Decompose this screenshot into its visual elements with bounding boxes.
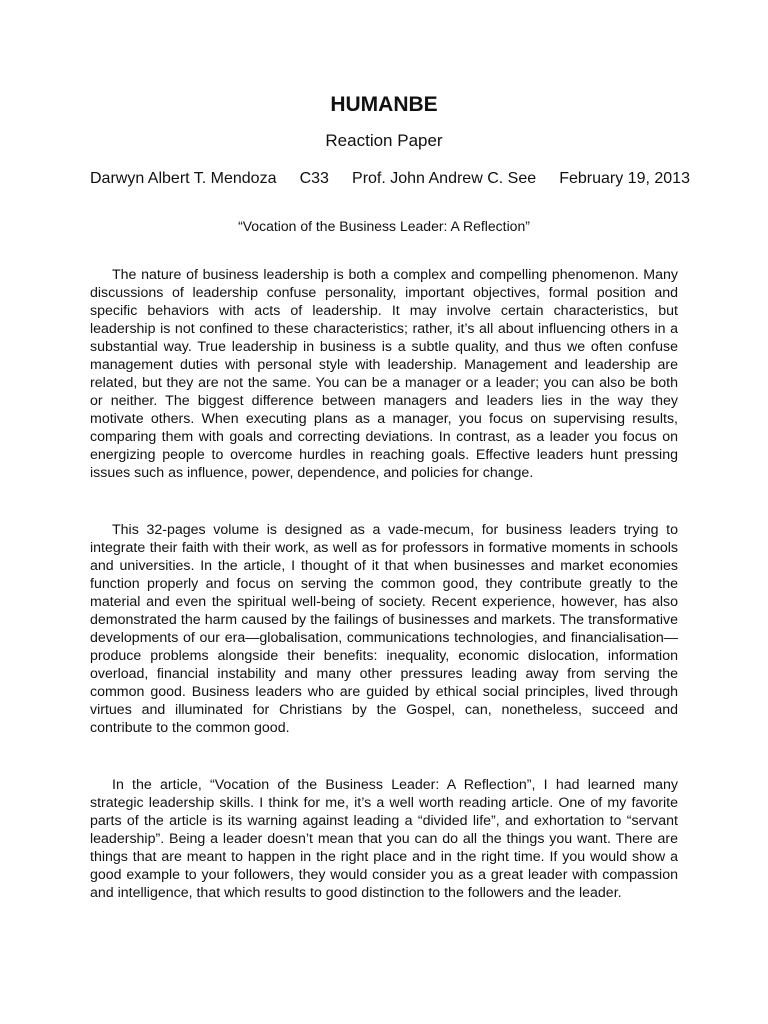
paper-type: Reaction Paper — [325, 131, 443, 150]
paper-date: February 19, 2013 — [559, 170, 690, 187]
paragraph: The nature of business leadership is both a complex and compelling phenomenon. Many discussions of leadership confuse personality, important objectives, formal position and specific behaviors with acts of leadership. It may involve certain characteristics, but leadership is not confined to these characteristics; rather, it’s all about influencing others in a substantial way. True leadership in business is a subtle quality, and thus we often confuse management duties with personal style with leadership. Management and leadership are related, but they are not the same. You can be a manager or a leader; you can also be both or neither. The biggest difference between managers and leaders lies in the way they motivate others. When executing plans as a manager, you focus on supervising results, comparing them with goals and correcting deviations. In contrast, as a leader you focus on energizing people to overcome hurdles in reaching goals. Effective leaders hunt pressing issues such as influence, power, dependence, and policies for change. — [90, 267, 678, 481]
course-title: HUMANBE — [330, 93, 438, 116]
article-title: “Vocation of the Business Leader: A Reflection” — [238, 218, 530, 234]
paragraph: This 32-pages volume is designed as a vade-mecum, for business leaders trying to integrate their faith with their work, as well as for professors in formative moments in schools and universities. In the article, I thought of it that when businesses and market economies function properly and focus on serving the common good, they contribute greatly to the material and even the spiritual well-being of society. Recent experience, however, has also demonstrated the harm caused by the failings of businesses and markets. The transformative developments of our era—globalisation, communications technologies, and financialisation—produce problems alongside their benefits: inequality, economic dislocation, information overload, financial instability and many other pressures leading away from serving the common good. Business leaders who are guided by ethical social principles, lived through virtues and illuminated for Christians by the Gospel, can, nonetheless, succeed and contribute to the common good. — [90, 522, 678, 736]
section-code: C33 — [299, 170, 329, 187]
author-name: Darwyn Albert T. Mendoza — [90, 170, 277, 187]
byline — [90, 168, 690, 190]
professor-name: Prof. John Andrew C. See — [352, 170, 537, 187]
paragraph: In the article, “Vocation of the Business Leader: A Reflection”, I had learned many strategic leadership skills. I think for me, it’s a well worth reading article. One of my favorite parts of the article is its warning against leading a “divided life”, and exhortation to “servant leadership”. Being a leader doesn’t mean that you can do all the things you want. There are things that are meant to happen in the right place and in the right time. If you would show a good example to your followers, they would consider you as a great leader with compassion and intelligence, that which results to good distinction to the followers and the leader. — [90, 777, 678, 901]
